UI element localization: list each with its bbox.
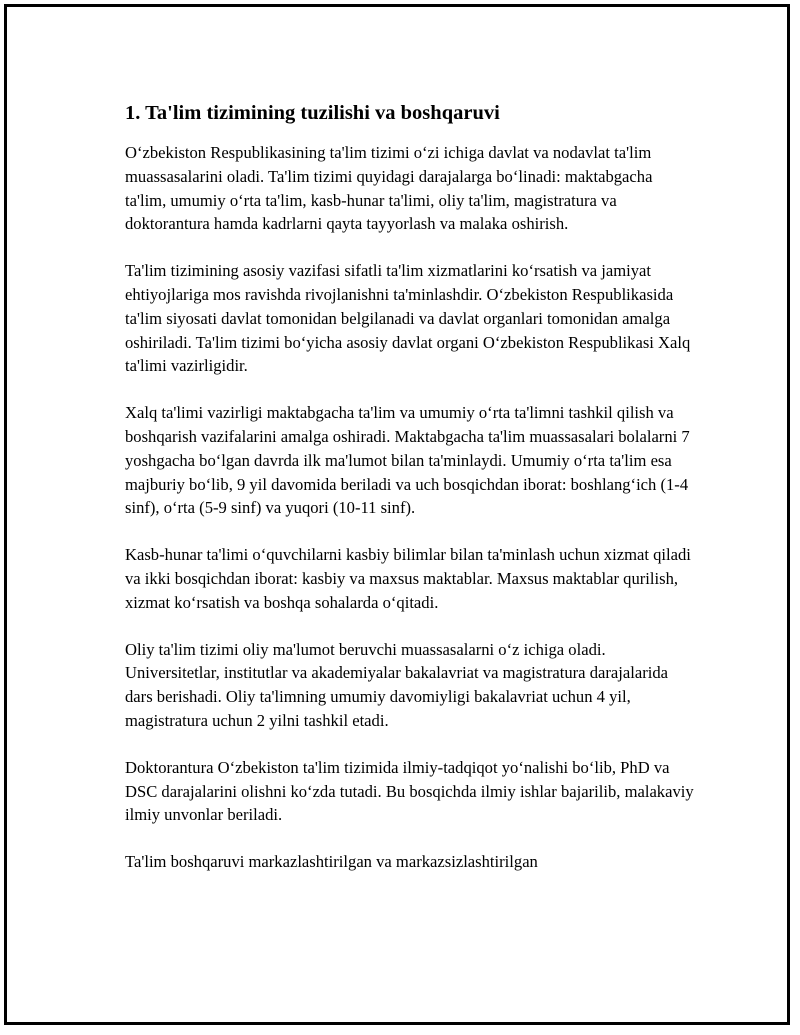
paragraph-main-task: Ta'lim tizimining asosiy vazifasi sifatli ta'lim xizmatlarini ko‘rsatish va jamiyat ehtiyojlariga mos ravishda rivojlanishni ta'minlashdir. O‘zbekiston Respublikasida ta'lim siyosati davlat tomonidan belgilanadi va davlat organlari tomonidan amalga oshiriladi. Ta'lim tizimi bo‘yicha asosiy davlat organi O‘zbekiston Respublikasi Xalq ta'limi vazirligidir. xyxy=(125,261,691,376)
page-frame xyxy=(4,4,790,1025)
paragraph-structure-overview: O‘zbekiston Respublikasining ta'lim tizimi o‘zi ichiga davlat va nodavlat ta'lim muassasalarini oladi. Ta'lim tizimi quyidagi darajalarga bo‘linadi: maktabgacha ta'lim, umumiy o‘rta ta'lim, kasb-hunar ta'limi, oliy ta'lim, magistratura va doktorantura hamda kadrlarni qayta tayyorlash va malaka oshirish. xyxy=(125,143,653,234)
paragraph-doctorate: Doktorantura O‘zbekiston ta'lim tizimida ilmiy-tadqiqot yo‘nalishi bo‘lib, PhD va DSC darajalarini olishni ko‘zda tutadi. Bu bosqichda ilmiy ishlar bajarilib, malakaviy ilmiy unvonlar beriladi. xyxy=(125,757,694,825)
document-body xyxy=(125,99,695,897)
paragraph-public-education-ministry: Xalq ta'limi vazirligi maktabgacha ta'lim va umumiy o‘rta ta'limni tashkil qilish va boshqarish vazifalarini amalga oshiradi. Maktabgacha ta'lim muassasalari bolalarni 7 yoshgacha bo‘lgan davrda ilk ma'lumot bilan ta'minlaydi. Umumiy o‘rta ta'lim esa majburiy bo‘lib, 9 yil davomida beriladi va uch bosqichdan iborat: boshlang‘ich (1-4 sinf), o‘rta (5-9 sinf) va yuqori (10-11 sinf). xyxy=(125,403,690,518)
paragraph-higher-education: Oliy ta'lim tizimi oliy ma'lumot beruvchi muassasalarni o‘z ichiga oladi. Universitetlar, institutlar va akademiyalar bakalavriat va magistratura darajalarida dars berishadi. Oliy ta'limning umumiy davomiyligi bakalavriat uchun 4 yil, magistratura uchun 2 yilni tashkil etadi. xyxy=(125,639,668,730)
paragraph-management: Ta'lim boshqaruvi markazlashtirilgan va markazsizlashtirilgan xyxy=(125,852,538,872)
paragraph-vocational-education: Kasb-hunar ta'limi o‘quvchilarni kasbiy bilimlar bilan ta'minlash uchun xizmat qiladi va ikki bosqichdan iborat: kasbiy va maxsus maktablar. Maxsus maktablar qurilish, xizmat ko‘rsatish va boshqa sohalarda o‘qitadi. xyxy=(125,545,691,612)
document-title: 1. Ta'lim tizimining tuzilishi va boshqaruvi xyxy=(125,102,500,124)
